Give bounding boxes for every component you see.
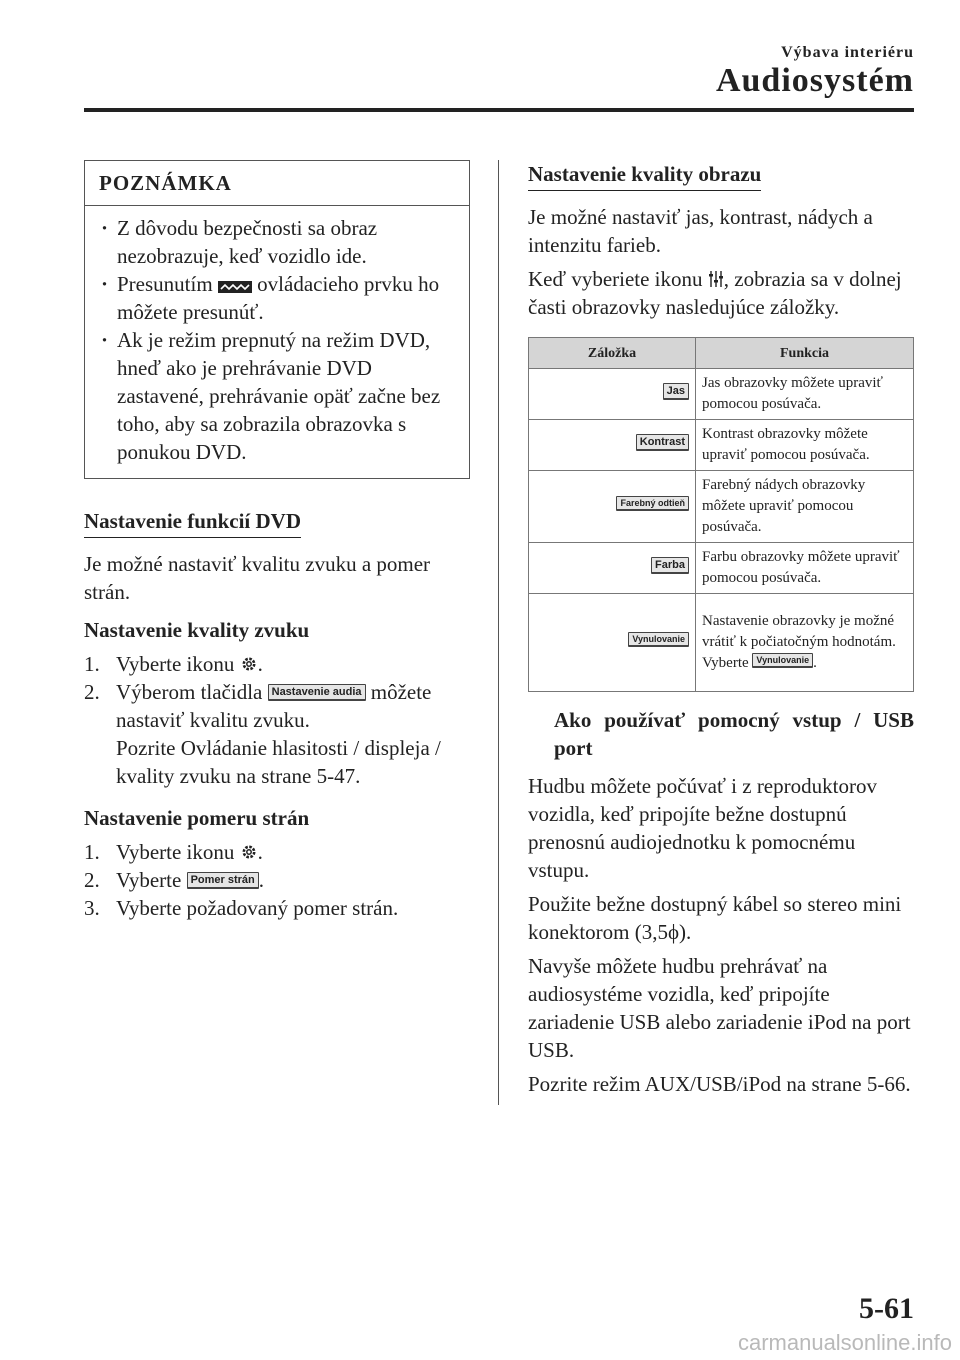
tabs-table xyxy=(528,337,914,692)
step-number: 3. xyxy=(84,896,100,920)
paragraph: Použite bežne dostupný kábel so stereo mini konektorom (3,5ϕ). xyxy=(528,892,902,944)
function-text xyxy=(702,653,907,674)
table-row xyxy=(529,420,914,471)
page-title: Audiosystém xyxy=(715,62,914,99)
step-text: . xyxy=(257,652,263,676)
table-header-tab: Záložka xyxy=(529,338,696,369)
note-title: POZNÁMKA xyxy=(85,161,469,206)
note-body xyxy=(85,206,469,478)
table-row xyxy=(529,594,914,692)
step-number: 2. xyxy=(84,868,100,892)
table-cell-function: Farebný nádych obrazovky môžete upraviť pomocou posúvača. xyxy=(696,471,914,543)
step-number: 2. xyxy=(84,680,100,704)
table-cell-function: Farbu obrazovky môžete upraviť pomocou posúvača. xyxy=(696,543,914,594)
reset-button: Vynulovanie xyxy=(752,653,813,668)
paragraph: Je možné nastaviť jas, kontrast, nádych a intenzitu farieb. xyxy=(528,205,873,257)
brightness-tab-button: Jas xyxy=(663,383,689,400)
header-section: Výbava interiéru xyxy=(781,44,914,61)
note-box xyxy=(84,160,470,479)
step-reference: Pozrite Ovládanie hlasitosti / displeja / kvality zvuku na strane 5-47. xyxy=(116,736,441,788)
step-text: môžete nastaviť kvalitu zvuku. xyxy=(116,680,432,732)
left-column xyxy=(84,160,470,922)
step-item xyxy=(84,650,470,678)
table-row xyxy=(529,471,914,543)
aspect-ratio-button: Pomer strán xyxy=(187,872,259,889)
table-cell-tab xyxy=(529,543,696,594)
table-cell-function: Kontrast obrazovky môžete upraviť pomocou posúvača. xyxy=(696,420,914,471)
step-item xyxy=(84,678,470,790)
header-rule xyxy=(84,108,914,112)
subsection-title-sound: Nastavenie kvality zvuku xyxy=(84,618,310,642)
function-text: Vyberte xyxy=(702,655,749,671)
section-title-dvd-functions: Nastavenie funkcií DVD xyxy=(84,507,301,538)
tint-tab-button: Farebný odtieň xyxy=(616,496,689,511)
right-column xyxy=(528,160,914,1104)
step-text: Vyberte ikonu xyxy=(116,652,235,676)
step-number: 1. xyxy=(84,840,100,864)
step-text: Vyberte požadovaný pomer strán. xyxy=(116,896,399,920)
table-cell-tab xyxy=(529,471,696,543)
step-text: . xyxy=(257,840,263,864)
paragraph: Pozrite režim AUX/USB/iPod na strane 5-66. xyxy=(528,1072,911,1096)
step-item xyxy=(84,866,470,894)
picture-adjust-icon xyxy=(708,270,724,288)
paragraph-text: Keď vyberiete ikonu xyxy=(528,267,703,291)
step-number: 1. xyxy=(84,652,100,676)
table-cell-tab xyxy=(529,369,696,420)
table-header-function: Funkcia xyxy=(696,338,914,369)
table-cell-function: Jas obrazovky môžete upraviť pomocou posúvača. xyxy=(696,369,914,420)
paragraph: Je možné nastaviť kvalitu zvuku a pomer strán. xyxy=(84,552,431,604)
step-item xyxy=(84,894,470,922)
audio-settings-button: Nastavenie audia xyxy=(268,684,366,701)
table-cell-tab xyxy=(529,420,696,471)
color-tab-button: Farba xyxy=(651,557,689,574)
section-title-picture-quality: Nastavenie kvality obrazu xyxy=(528,160,761,191)
step-item xyxy=(84,838,470,866)
note-bullet xyxy=(99,270,457,326)
step-text: Výberom tlačidla xyxy=(116,680,263,704)
function-text: Nastavenie obrazovky je možné vrátiť k počiatočným hodnotám. xyxy=(702,613,896,650)
note-bullet-text: ovládacieho prvku ho môžete presunúť. xyxy=(117,272,440,324)
table-row xyxy=(529,369,914,420)
table-cell-function xyxy=(696,594,914,692)
watermark: carmanualsonline.info xyxy=(737,1330,952,1355)
move-handle-icon xyxy=(218,281,252,293)
step-text: . xyxy=(258,868,265,892)
section-title-aux-usb: Ako používať pomocný vstup / USB port xyxy=(554,708,914,760)
reset-tab-button: Vynulovanie xyxy=(628,632,689,647)
step-text: Vyberte xyxy=(116,868,182,892)
column-divider xyxy=(498,160,499,1105)
contrast-tab-button: Kontrast xyxy=(636,434,689,451)
subsection-title-aspect: Nastavenie pomeru strán xyxy=(84,806,310,830)
paragraph: Navyše môžete hudbu prehrávať na audiosystéme vozidla, keď pripojíte zariadenie USB alebo zariadenie iPod na port USB. xyxy=(528,954,911,1062)
note-bullet: · Ak je režim prepnutý na režim DVD, hneď ako je prehrávanie DVD zastavené, prehrávanie opäť začne bez toho, aby sa zobrazila obrazovka s ponukou DVD. xyxy=(99,326,457,466)
paragraph xyxy=(528,265,914,321)
note-bullet-text: Presunutím xyxy=(117,272,213,296)
step-text: Vyberte ikonu xyxy=(116,840,235,864)
paragraph-text: , zobrazia sa v dolnej časti obrazovky nasledujúce záložky. xyxy=(528,267,902,319)
settings-gear-icon xyxy=(240,843,258,861)
table-cell-tab xyxy=(529,594,696,692)
function-text: . xyxy=(813,655,817,671)
note-bullet: · Z dôvodu bezpečnosti sa obraz nezobrazuje, keď vozidlo ide. xyxy=(99,214,457,270)
paragraph: Hudbu môžete počúvať i z reproduktorov vozidla, keď pripojíte bežne dostupnú prenosnú audiojednotku k pomocnému vstupu. xyxy=(528,774,877,882)
table-row xyxy=(529,543,914,594)
settings-gear-icon xyxy=(240,655,258,673)
table-header-row xyxy=(529,338,914,369)
page-number: 5-61 xyxy=(859,1292,914,1325)
